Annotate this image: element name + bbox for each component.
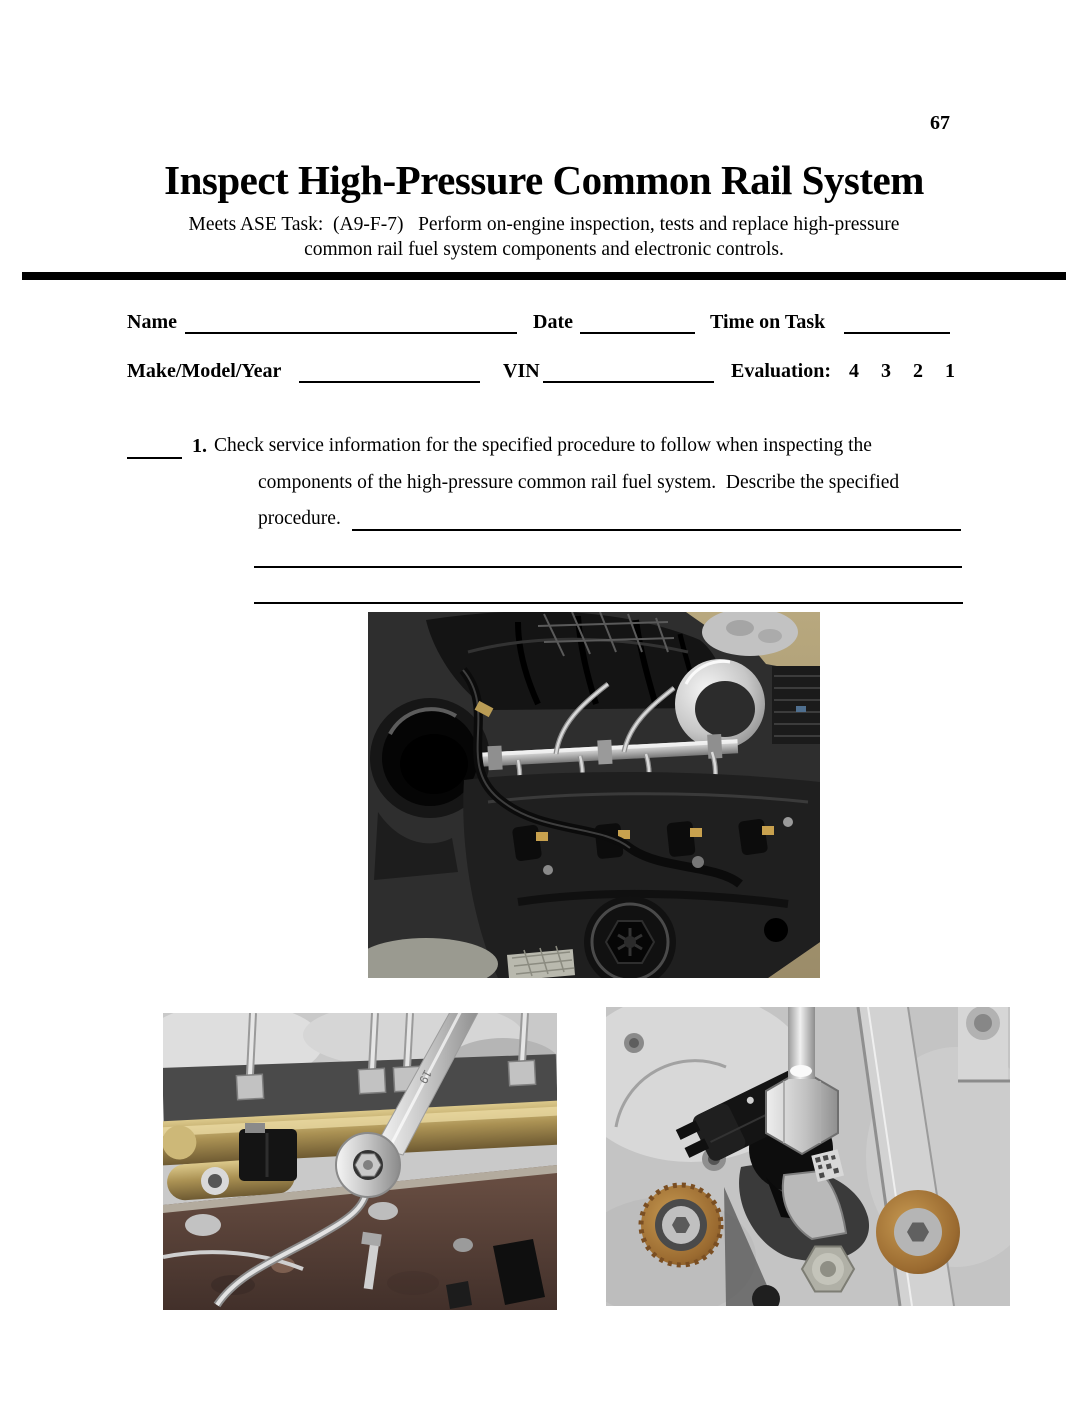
engine-common-rail-photo — [368, 612, 820, 978]
wrench-size-marking: 19 — [416, 1067, 435, 1086]
date-label: Date — [533, 311, 573, 333]
ase-task-subtitle — [0, 212, 1088, 262]
page-number: 67 — [930, 112, 950, 134]
evaluation-score-2: 2 — [913, 360, 923, 382]
fitting-sensor-photo — [606, 1007, 1010, 1306]
task-1-text-line-2: components of the high-pressure common rail fuel system. Describe the specified — [258, 472, 900, 493]
make-model-year-blank-line — [299, 360, 480, 383]
task-1-number: 1. — [192, 435, 207, 457]
wrench-fuel-line-photo — [163, 1013, 557, 1310]
evaluation-label: Evaluation: — [731, 360, 832, 382]
task-1-check-blank — [127, 436, 182, 459]
subtitle-line-2: common rail fuel system components and electronic controls. — [304, 239, 784, 260]
task-1-answer-line-3 — [254, 581, 963, 604]
date-blank-line — [580, 311, 695, 334]
subtitle-line-1: Meets ASE Task: (A9-F-7) Perform on-engine inspection, tests and replace high-pressure — [188, 214, 900, 235]
evaluation-score-3: 3 — [881, 360, 891, 382]
name-blank-line — [185, 311, 517, 334]
wrench-fuel-line-illustration — [163, 1013, 557, 1310]
vin-blank-line — [543, 360, 714, 383]
name-label: Name — [127, 311, 177, 333]
task-1-answer-line-2 — [254, 545, 962, 568]
vin-label: VIN — [503, 360, 540, 382]
time-on-task-blank-line — [844, 311, 950, 334]
header-divider — [22, 272, 1066, 280]
page-title: Inspect High-Pressure Common Rail System — [164, 157, 924, 203]
evaluation-score-1: 1 — [945, 360, 955, 382]
make-model-year-label: Make/Model/Year — [127, 360, 282, 382]
task-1-text-line-1: Check service information for the specified procedure to follow when inspecting the — [214, 435, 872, 456]
evaluation-score-4: 4 — [849, 360, 859, 382]
task-1-text-line-3: procedure. — [258, 508, 341, 529]
engine-common-rail-illustration — [368, 612, 820, 978]
time-on-task-label: Time on Task — [710, 311, 826, 333]
fitting-sensor-illustration — [606, 1007, 1010, 1306]
task-1-answer-line-1 — [352, 508, 961, 531]
